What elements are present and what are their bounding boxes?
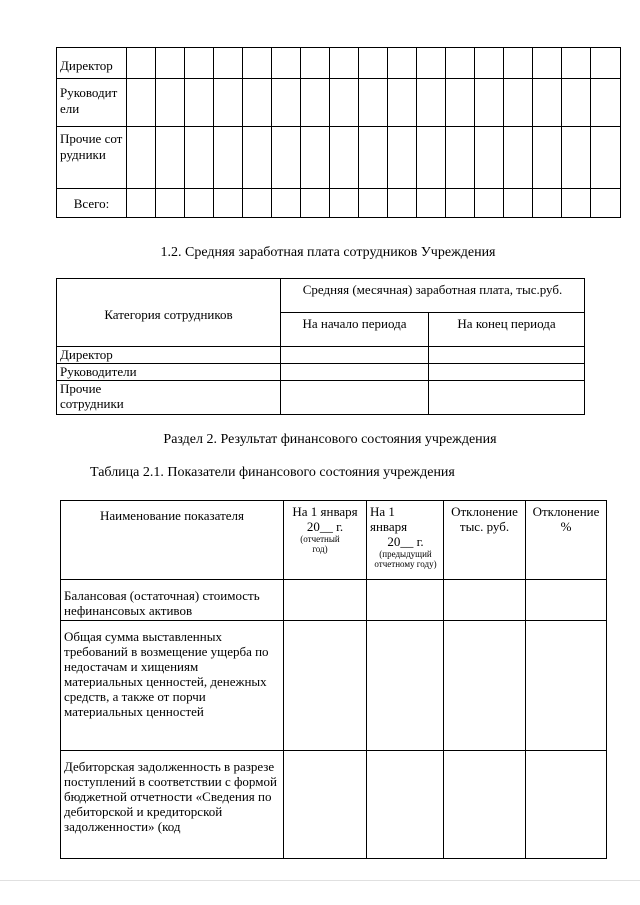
col-header-category: Категория сотрудников — [57, 279, 281, 347]
row-label-receivables: Дебиторская задолженность в разрезе поступлений в соответствии с формой бюджетной отчетности «Сведения по дебиторской и кредиторской задолженности» (код — [61, 751, 284, 859]
table-row — [57, 79, 621, 127]
col-header-start: На начало периода — [281, 313, 429, 347]
table-row — [57, 347, 585, 364]
table-header-row — [61, 501, 607, 580]
col-header-deviation-rub: Отклонение тыс. руб. — [444, 501, 526, 580]
table-row — [57, 48, 621, 79]
table-row — [61, 621, 607, 751]
row-label-other-staff: Прочие сотрудники — [57, 381, 281, 415]
row-label-damage-claims: Общая сумма выставленных требований в возмещение ущерба по недостачам и хищениям материальных ценностей, денежных средств, а также от порчи материальных ценностей — [61, 621, 284, 751]
table-row — [61, 751, 607, 859]
table-row — [61, 580, 607, 621]
col-header-end: На конец периода — [429, 313, 585, 347]
table-row — [57, 381, 585, 415]
avg-salary-table — [56, 278, 585, 415]
table-row — [57, 364, 585, 381]
staff-count-table — [56, 47, 621, 218]
col-note-reporting-year: (отчетный год) — [300, 534, 340, 554]
col-header-jan1-current: На 1 января 20__ г. (отчетный год) — [284, 501, 367, 580]
section-heading-1-2: 1.2. Средняя заработная плата сотрудников Учреждения — [160, 245, 496, 260]
col-header-indicator-name: Наименование показателя — [61, 501, 284, 580]
page-bottom-divider — [0, 880, 640, 881]
financial-indicators-table — [60, 500, 607, 859]
col-header-avg-salary: Средняя (месячная) заработная плата, тыс.руб. — [281, 279, 585, 313]
row-label-managers: Руководители — [57, 79, 127, 127]
table-row — [57, 127, 621, 189]
row-label-other-staff: Прочие сотрудники — [57, 127, 127, 189]
table-header-row — [57, 279, 585, 313]
table-title-2-1: Таблица 2.1. Показатели финансового состояния учреждения — [90, 465, 455, 480]
row-label-balance-value: Балансовая (остаточная) стоимость нефинансовых активов — [61, 580, 284, 621]
row-label-director: Директор — [57, 347, 281, 364]
col-header-jan1-previous: На 1 января 20__ г. (предыдущий отчетному году) — [367, 501, 444, 580]
table-row — [57, 189, 621, 218]
section-heading-2: Раздел 2. Результат финансового состояния учреждения — [163, 432, 497, 447]
col-note-previous-year: (предыдущий отчетному году) — [374, 549, 437, 569]
row-label-total: Всего: — [57, 189, 127, 218]
col-header-deviation-percent: Отклонение % — [526, 501, 607, 580]
row-label-managers: Руководители — [57, 364, 281, 381]
row-label-director: Директор — [57, 48, 127, 79]
